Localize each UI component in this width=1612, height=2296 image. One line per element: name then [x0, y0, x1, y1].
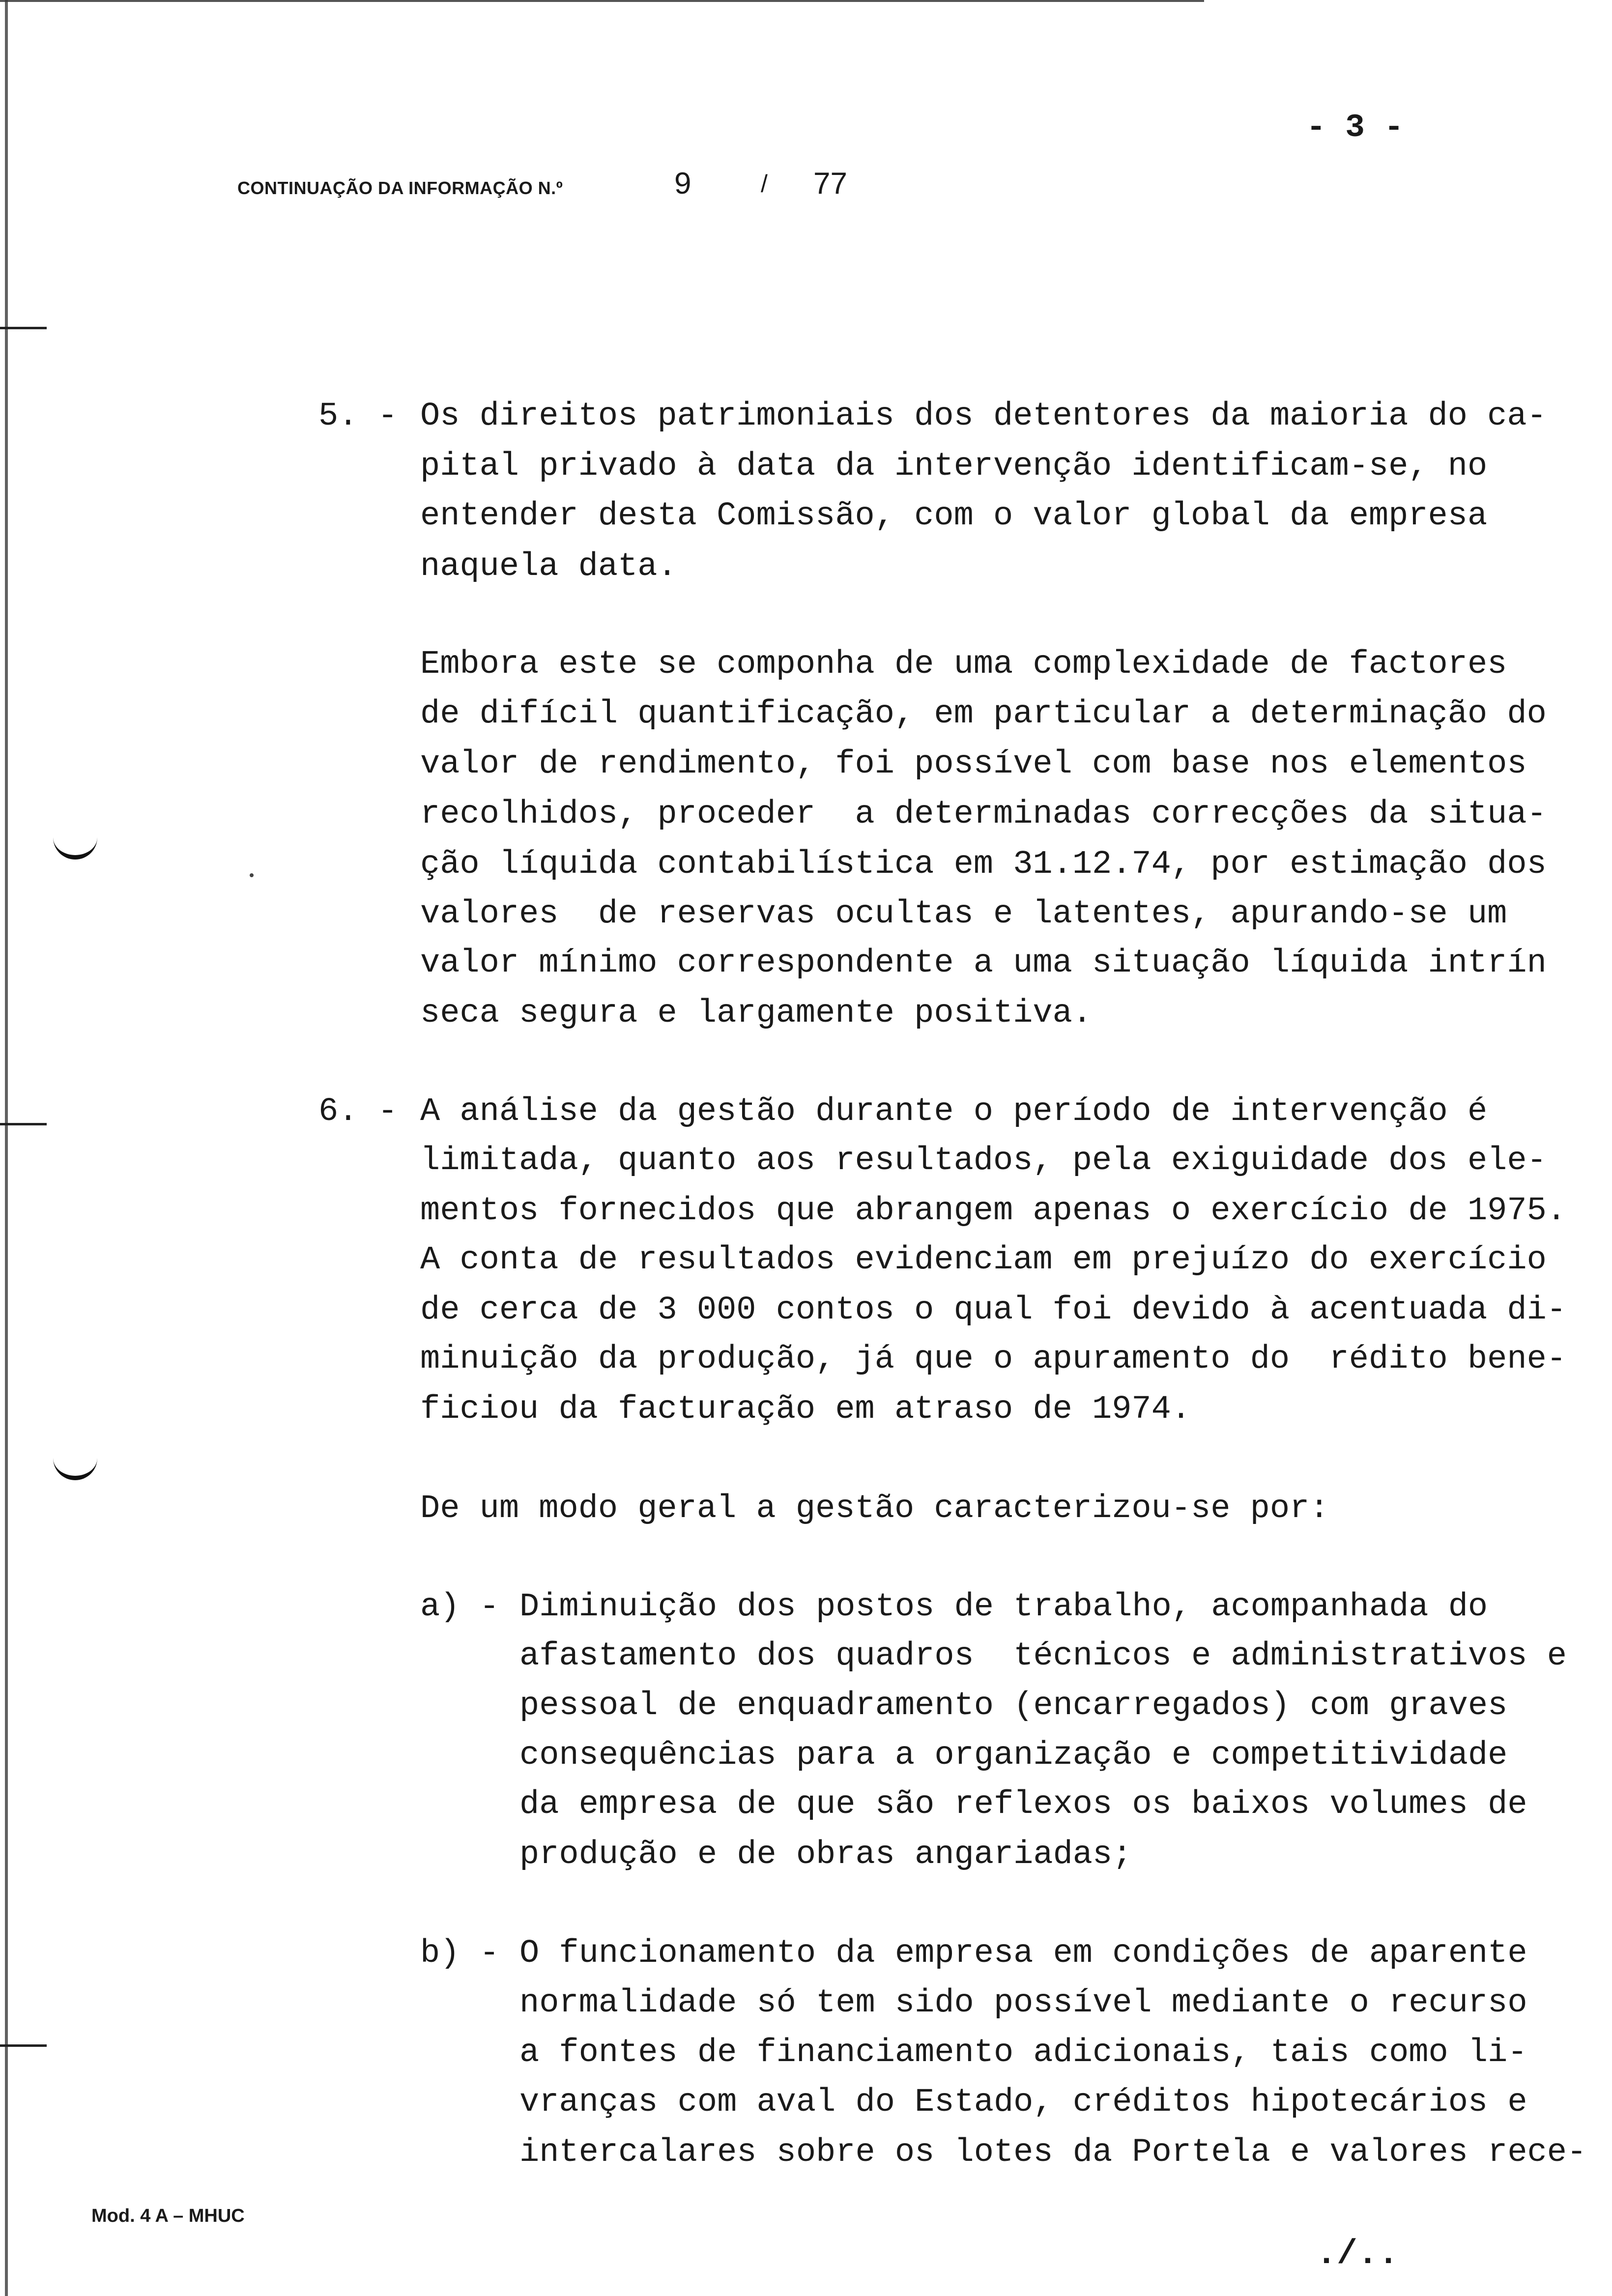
- text-line: afastamento dos quadros técnicos e administrativos e: [519, 1637, 1567, 1675]
- text-line: valor mínimo correspondente a uma situação líquida intrín: [420, 945, 1547, 982]
- text-line: da empresa de que são reflexos os baixos volumes de: [519, 1786, 1527, 1823]
- scan-speck: [250, 873, 254, 877]
- text-line: minuição da produção, já que o apuramento do rédito bene-: [420, 1341, 1566, 1378]
- text-line: pital privado à data da intervenção identificam-se, no: [420, 448, 1488, 485]
- text-line: produção e de obras angariadas;: [519, 1836, 1132, 1873]
- text-line: naquela data.: [420, 548, 677, 585]
- continuation-mark: ./..: [1316, 2235, 1399, 2274]
- text-line: ção líquida contabilística em 31.12.74, por estimação dos: [420, 846, 1547, 883]
- text-line: normalidade só tem sido possível mediante o recurso: [519, 1984, 1527, 2022]
- text-line: valor de rendimento, foi possível com base nos elementos: [420, 746, 1527, 783]
- item-a-marker: a) -: [420, 1588, 499, 1626]
- text-line: valores de reservas ocultas e latentes, apurando-se um: [420, 895, 1507, 933]
- header-slash: /: [761, 170, 768, 198]
- text-line: mentos fornecidos que abrangem apenas o exercício de 1975.: [420, 1192, 1566, 1230]
- margin-tick: [0, 2044, 47, 2047]
- text-line: recolhidos, proceder a determinadas correcções da situa-: [420, 796, 1547, 833]
- text-line: Os direitos patrimoniais dos detentores da maioria do ca-: [420, 398, 1547, 435]
- top-edge-line: [0, 0, 1204, 2]
- binding-edge: [5, 0, 8, 2296]
- punch-hole-mark: [53, 1454, 97, 1480]
- text-line: seca segura e largamente positiva.: [420, 995, 1093, 1032]
- information-number: 9: [674, 167, 691, 201]
- text-line: pessoal de enquadramento (encarregados) com graves: [519, 1687, 1508, 1724]
- text-line: Embora este se componha de uma complexidade de factores: [420, 646, 1507, 683]
- text-line: limitada, quanto aos resultados, pela exiguidade dos ele-: [420, 1142, 1547, 1179]
- information-year: 77: [813, 167, 847, 201]
- header-label: CONTINUAÇÃO DA INFORMAÇÃO N.º: [237, 178, 563, 198]
- form-code: Mod. 4 A – MHUC: [91, 2206, 245, 2226]
- text-line: de difícil quantificação, em particular a determinação do: [420, 695, 1547, 733]
- section-5-marker: 5. -: [318, 398, 398, 435]
- section-6-marker: 6. -: [318, 1093, 398, 1130]
- page-number: - 3 -: [1306, 109, 1404, 146]
- text-line: A análise da gestão durante o período de intervenção é: [420, 1093, 1488, 1130]
- text-line: entender desta Comissão, com o valor global da empresa: [420, 497, 1488, 535]
- margin-tick: [0, 1123, 47, 1125]
- text-line: A conta de resultados evidenciam em prejuízo do exercício: [420, 1241, 1547, 1279]
- text-line: ficiou da facturação em atraso de 1974.: [420, 1391, 1191, 1428]
- text-line: consequências para a organização e competitividade: [519, 1737, 1508, 1774]
- text-line: O funcionamento da empresa em condições de aparente: [519, 1935, 1527, 1972]
- text-line: Diminuição dos postos de trabalho, acompanhada do: [519, 1588, 1488, 1626]
- text-line: a fontes de financiamento adicionais, tais como li-: [519, 2034, 1527, 2071]
- item-b-marker: b) -: [420, 1935, 499, 1972]
- text-line: de cerca de 3 000 contos o qual foi devido à acentuada di-: [420, 1292, 1566, 1329]
- punch-hole-mark: [53, 833, 97, 860]
- text-line: De um modo geral a gestão caracterizou-se por:: [420, 1490, 1329, 1527]
- margin-tick: [0, 327, 47, 329]
- text-line: vranças com aval do Estado, créditos hipotecários e: [519, 2084, 1527, 2121]
- text-line: intercalares sobre os lotes da Portela e valores rece-: [519, 2134, 1587, 2171]
